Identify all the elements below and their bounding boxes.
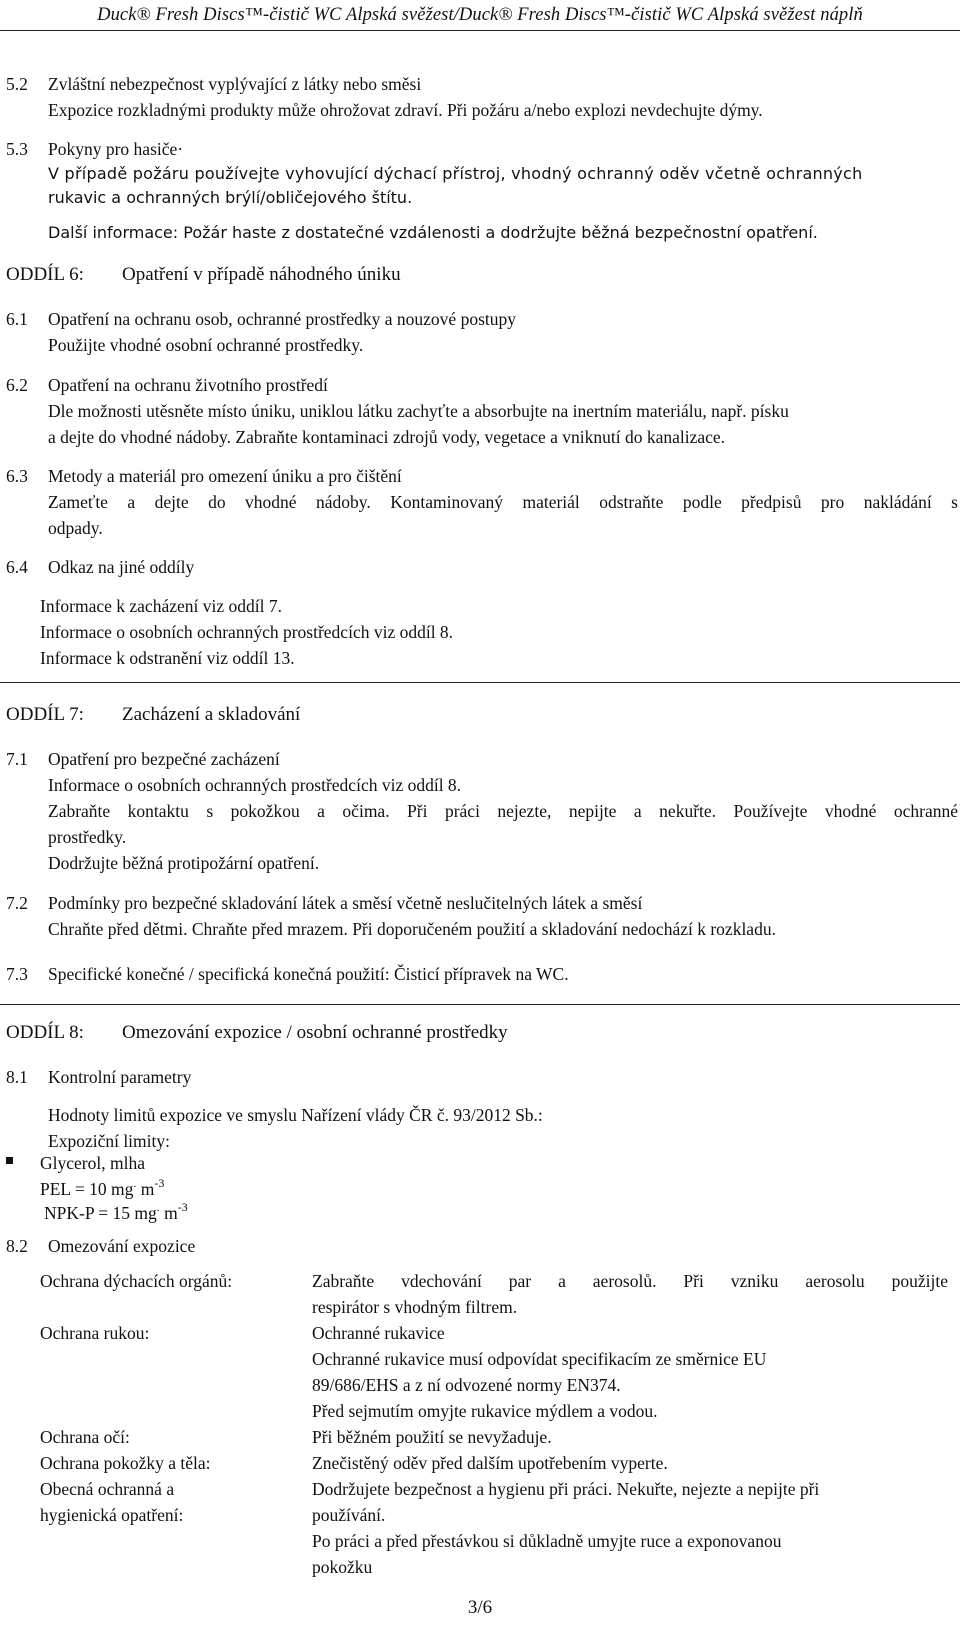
page-number: 3/6	[467, 1597, 493, 1618]
section-7-2-number: 7.2	[6, 893, 28, 913]
section-6-4-number: 6.4	[6, 557, 28, 577]
pel-value: PEL = 10 mg. $m^{-3}$	[40, 1176, 165, 1199]
eye-protection-text: Při běžném použití se nevyžaduje.	[312, 1427, 552, 1447]
section-8-title: Omezování expozice / osobní ochranné prostředky	[122, 1022, 508, 1043]
section-6-1-number: 6.1	[6, 309, 28, 329]
section-7-1-number: 7.1	[6, 749, 28, 769]
section-5-2-number: 5.2	[6, 74, 28, 94]
hand-protection-text-line-4: Před sejmutím omyjte rukavice mýdlem a vodou.	[312, 1401, 658, 1421]
section-5-2-text: Expozice rozkladnými produkty může ohrožovat zdraví. Při požáru a/nebo explozi nevdechujte dýmy.	[48, 100, 763, 120]
section-7-3-number: 7.3	[6, 964, 28, 984]
section-7-label: ODDÍL 7:	[6, 704, 84, 725]
section-6-3-number: 6.3	[6, 466, 28, 486]
substance-name: Glycerol, mlha	[40, 1153, 145, 1173]
section-7-2-text: Chraňte před dětmi. Chraňte před mrazem. Při doporučeném použití a skladování nedochází k rozkladu.	[48, 919, 776, 939]
exposure-limits-heading: Hodnoty limitů expozice ve smyslu Nařízení vlády ČR č. 93/2012 Sb.:	[48, 1105, 543, 1125]
section-8-2-title: Omezování expozice	[48, 1236, 196, 1256]
header-rule	[0, 30, 960, 31]
section-7-1-title: Opatření pro bezpečné zacházení	[48, 749, 280, 769]
hand-protection-text-line-3: 89/686/EHS a z ní odvozené normy EN374.	[312, 1375, 621, 1395]
section-6-3-text-line-2: odpady.	[48, 518, 103, 538]
general-protection-text-line-1: Dodržujete bezpečnost a hygienu při práci. Nekuřte, nejezte a nepijte při	[312, 1479, 820, 1499]
section-7-1-text-line-1: Informace o osobních ochranných prostředcích viz oddíl 8.	[48, 775, 462, 795]
section-5-3-title: Pokyny pro hasiče·	[48, 139, 184, 159]
section-5-3-number: 5.3	[6, 139, 28, 159]
section-6-2-title: Opatření na ochranu životního prostředí	[48, 375, 328, 395]
hand-protection-label: Ochrana rukou:	[40, 1323, 150, 1343]
section-8-rule	[0, 1004, 960, 1005]
section-6-3-text-line-1: Zameťte a dejte do vhodné nádoby. Kontaminovaný materiál odstraňte podle předpisů pro nakládání s	[48, 492, 958, 512]
section-7-3-title: Specifické konečné / specifická konečná použití: Čisticí přípravek na WC.	[48, 964, 569, 984]
skin-protection-text: Znečistěný oděv před dalším upotřebením vyperte.	[312, 1453, 668, 1473]
skin-protection-label: Ochrana pokožky a těla:	[40, 1453, 211, 1473]
section-6-3-title: Metody a materiál pro omezení úniku a pro čištění	[48, 466, 402, 486]
general-protection-text-line-2: používání.	[312, 1505, 386, 1525]
section-7-title: Zacházení a skladování	[122, 704, 301, 725]
npk-value: NPK-P = 15 mg. $m^{-3}$	[44, 1200, 188, 1223]
general-protection-label-line-2: hygienická opatření:	[40, 1505, 184, 1525]
section-6-title: Opatření v případě náhodného úniku	[122, 264, 401, 285]
general-protection-text-line-3: Po práci a před přestávkou si důkladně umyjte ruce a exponovanou	[312, 1531, 782, 1551]
section-5-3-text-line-2: rukavic a ochranných brýlí/obličejového štítu.	[48, 188, 413, 207]
respiratory-protection-label: Ochrana dýchacích orgánů:	[40, 1271, 233, 1291]
hand-protection-text-line-1: Ochranné rukavice	[312, 1323, 445, 1343]
section-5-2-title: Zvláštní nebezpečnost vyplývající z látky nebo směsi	[48, 74, 422, 94]
section-6-4-ref-handling: Informace k zacházení viz oddíl 7.	[40, 596, 282, 616]
section-7-1-text-line-3: prostředky.	[48, 827, 127, 847]
section-6-1-title: Opatření na ochranu osob, ochranné prostředky a nouzové postupy	[48, 309, 516, 329]
section-7-rule	[0, 682, 960, 683]
hand-protection-text-line-2: Ochranné rukavice musí odpovídat specifikacím ze směrnice EU	[312, 1349, 767, 1369]
section-8-2-number: 8.2	[6, 1236, 28, 1256]
respiratory-protection-text-line-1: Zabraňte vdechování par a aerosolů. Při vzniku aerosolu použijte	[312, 1271, 948, 1291]
exposure-limits-label: Expoziční limity:	[48, 1131, 170, 1151]
section-5-3-extra-info: Další informace: Požár haste z dostatečné vzdálenosti a dodržujte běžná bezpečnostní opatření.	[48, 223, 818, 242]
section-7-1-text-line-4: Dodržujte běžná protipožární opatření.	[48, 853, 320, 873]
bullet-icon	[6, 1157, 13, 1164]
section-8-label: ODDÍL 8:	[6, 1022, 84, 1043]
section-8-1-title: Kontrolní parametry	[48, 1067, 192, 1087]
section-5-3-text-line-1: V případě požáru používejte vyhovující dýchací přístroj, vhodný ochranný oděv včetně ochranných	[48, 164, 863, 183]
section-6-label: ODDÍL 6:	[6, 264, 84, 285]
general-protection-label-line-1: Obecná ochranná a	[40, 1479, 175, 1499]
section-6-2-number: 6.2	[6, 375, 28, 395]
section-6-2-text-line-1: Dle možnosti utěsněte místo úniku, uniklou látku zachyťte a absorbujte na inertním materiálu, např. písku	[48, 401, 789, 421]
section-7-2-title: Podmínky pro bezpečné skladování látek a směsí včetně neslučitelných látek a směsí	[48, 893, 643, 913]
eye-protection-label: Ochrana očí:	[40, 1427, 130, 1447]
section-8-1-number: 8.1	[6, 1067, 28, 1087]
respiratory-protection-text-line-2: respirátor s vhodným filtrem.	[312, 1297, 518, 1317]
section-6-4-ref-disposal: Informace k odstranění viz oddíl 13.	[40, 648, 295, 668]
section-7-1-text-line-2: Zabraňte kontaktu s pokožkou a očima. Při práci nejezte, nepijte a nekuřte. Používejte vhodné ochranné	[48, 801, 958, 821]
section-6-2-text-line-2: a dejte do vhodné nádoby. Zabraňte kontaminaci zdrojů vody, vegetace a vniknutí do kanalizace.	[48, 427, 726, 447]
general-protection-text-line-4: pokožku	[312, 1557, 373, 1577]
section-6-4-ref-protection: Informace o osobních ochranných prostředcích viz oddíl 8.	[40, 622, 454, 642]
document-header-title: Duck® Fresh Discs™-čistič WC Alpská svěžest/Duck® Fresh Discs™-čistič WC Alpská svěžest náplň	[97, 5, 863, 25]
section-6-1-text: Použijte vhodné osobní ochranné prostředky.	[48, 335, 364, 355]
section-6-4-title: Odkaz na jiné oddíly	[48, 557, 195, 577]
